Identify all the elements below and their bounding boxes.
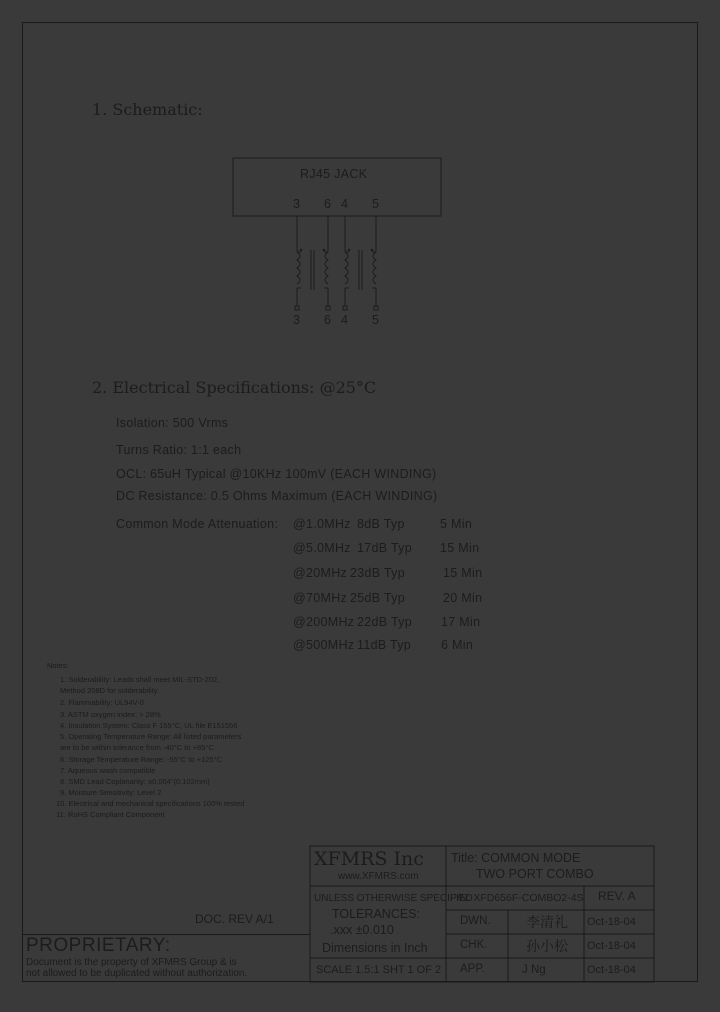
note-line: 10. Electrical and mechanical specifications 100% tested [56,799,245,808]
top-pin-3: 3 [293,197,301,211]
cma-min: 6 Min [441,638,474,652]
cma-min: 15 Min [443,566,483,580]
bottom-pin-5: 5 [372,313,380,327]
cma-freq: @500MHz [293,638,355,652]
cma-min: 15 Min [440,541,480,555]
cma-min: 20 Min [443,591,483,605]
schematic-heading: 1. Schematic: [92,100,203,119]
part-number: P/N: XFD656F-COMBO2-4S [450,892,584,904]
cma-typ: 25dB Typ [350,591,405,605]
note-line: are to be within tolerance from -40°C to +85°C [60,743,214,752]
app-signature: J Ng [522,964,546,976]
cma-typ: 17dB Typ [357,541,412,555]
spec-dc-resistance: DC Resistance: 0.5 Ohms Maximum (EACH WINDING) [116,489,438,503]
proprietary-line1: Document is the property of XFMRS Group & is [26,957,237,968]
note-line: 3. ASTM oxygen index: > 28% [60,710,161,719]
proprietary-title: PROPRIETARY: [26,935,171,956]
chk-label: CHK. [460,939,488,951]
bottom-pin-4: 4 [341,313,349,327]
note-line: 2. Flammability: UL94V-0 [60,698,144,707]
revision: REV. A [598,889,636,903]
chk-date: Oct-18-04 [587,940,636,952]
rj45-jack-label: RJ45 JACK [300,167,368,181]
top-pin-4: 4 [341,197,349,211]
top-pin-5: 5 [372,197,380,211]
note-line: 8. SMD Lead Coplanarity: ±0.004"(0.102mm) [60,777,210,786]
dwn-signature: 李清礼 [526,914,568,930]
notes-title: Notes: [47,661,69,670]
spec-isolation: Isolation: 500 Vrms [116,416,229,430]
proprietary-line2: not allowed to be duplicated without authorization. [26,968,248,979]
bottom-pin-6: 6 [324,313,332,327]
cma-typ: 22dB Typ [357,615,412,629]
cma-min: 5 Min [440,517,473,531]
spec-turns-ratio: Turns Ratio: 1:1 each [116,443,242,457]
cma-freq: @1.0MHz [293,517,351,531]
title-line1: Title: COMMON MODE [451,851,581,865]
note-line: 1. Solderability: Leads shall meet MIL-STD-202, [60,675,220,684]
cma-typ: 11dB Typ [357,638,412,652]
note-line: 5. Operating Temperature Range: All listed parameters [60,732,242,741]
app-label: APP. [460,963,485,975]
electrical-heading: 2. Electrical Specifications: @25°C [92,378,377,397]
tolerance-value: .xxx ±0.010 [330,923,394,937]
cma-min: 17 Min [441,615,481,629]
cma-typ: 23dB Typ [350,566,405,580]
top-pin-6: 6 [324,197,332,211]
tolerances-label: TOLERANCES: [332,907,420,921]
note-line: 11. RoHS Compliant Component [56,810,165,819]
note-line: 7. Aqueous wash compatible [60,766,156,775]
spec-ocl: OCL: 65uH Typical @10KHz 100mV (EACH WINDING) [116,467,437,481]
dimensions-text: Dimensions in Inch [322,941,428,955]
cma-freq: @5.0MHz [293,541,351,555]
bottom-pin-3: 3 [293,313,301,327]
app-date: Oct-18-04 [587,964,636,976]
spec-cma-label: Common Mode Attenuation: [116,517,279,531]
cma-freq: @70MHz [293,591,348,605]
cma-freq: @200MHz [293,615,355,629]
cma-typ: 8dB Typ [357,517,405,531]
title-line2: TWO PORT COMBO [476,867,594,881]
chk-signature: 孙小松 [526,938,568,954]
note-line: 4. Insulation System: Class F 155°C, UL file E151556 [60,721,238,730]
doc-rev: DOC. REV A/1 [195,912,274,926]
company-website: www.XFMRS.com [338,871,419,882]
scale-sheet: SCALE 1.5:1 SHT 1 OF 2 [316,964,442,976]
dwn-date: Oct-18-04 [587,916,636,928]
cma-freq: @20MHz [293,566,348,580]
note-line: 6. Storage Temperature Range: -55°C to +125°C [60,755,222,764]
dwn-label: DWN. [460,915,491,927]
note-line: Method 208D for solderability. [60,686,160,695]
unless-text: UNLESS OTHERWISE SPECIFIED [314,893,473,904]
company-name: XFMRS Inc [314,848,424,870]
note-line: 9. Moisture Sensitivity: Level 2 [60,788,162,797]
